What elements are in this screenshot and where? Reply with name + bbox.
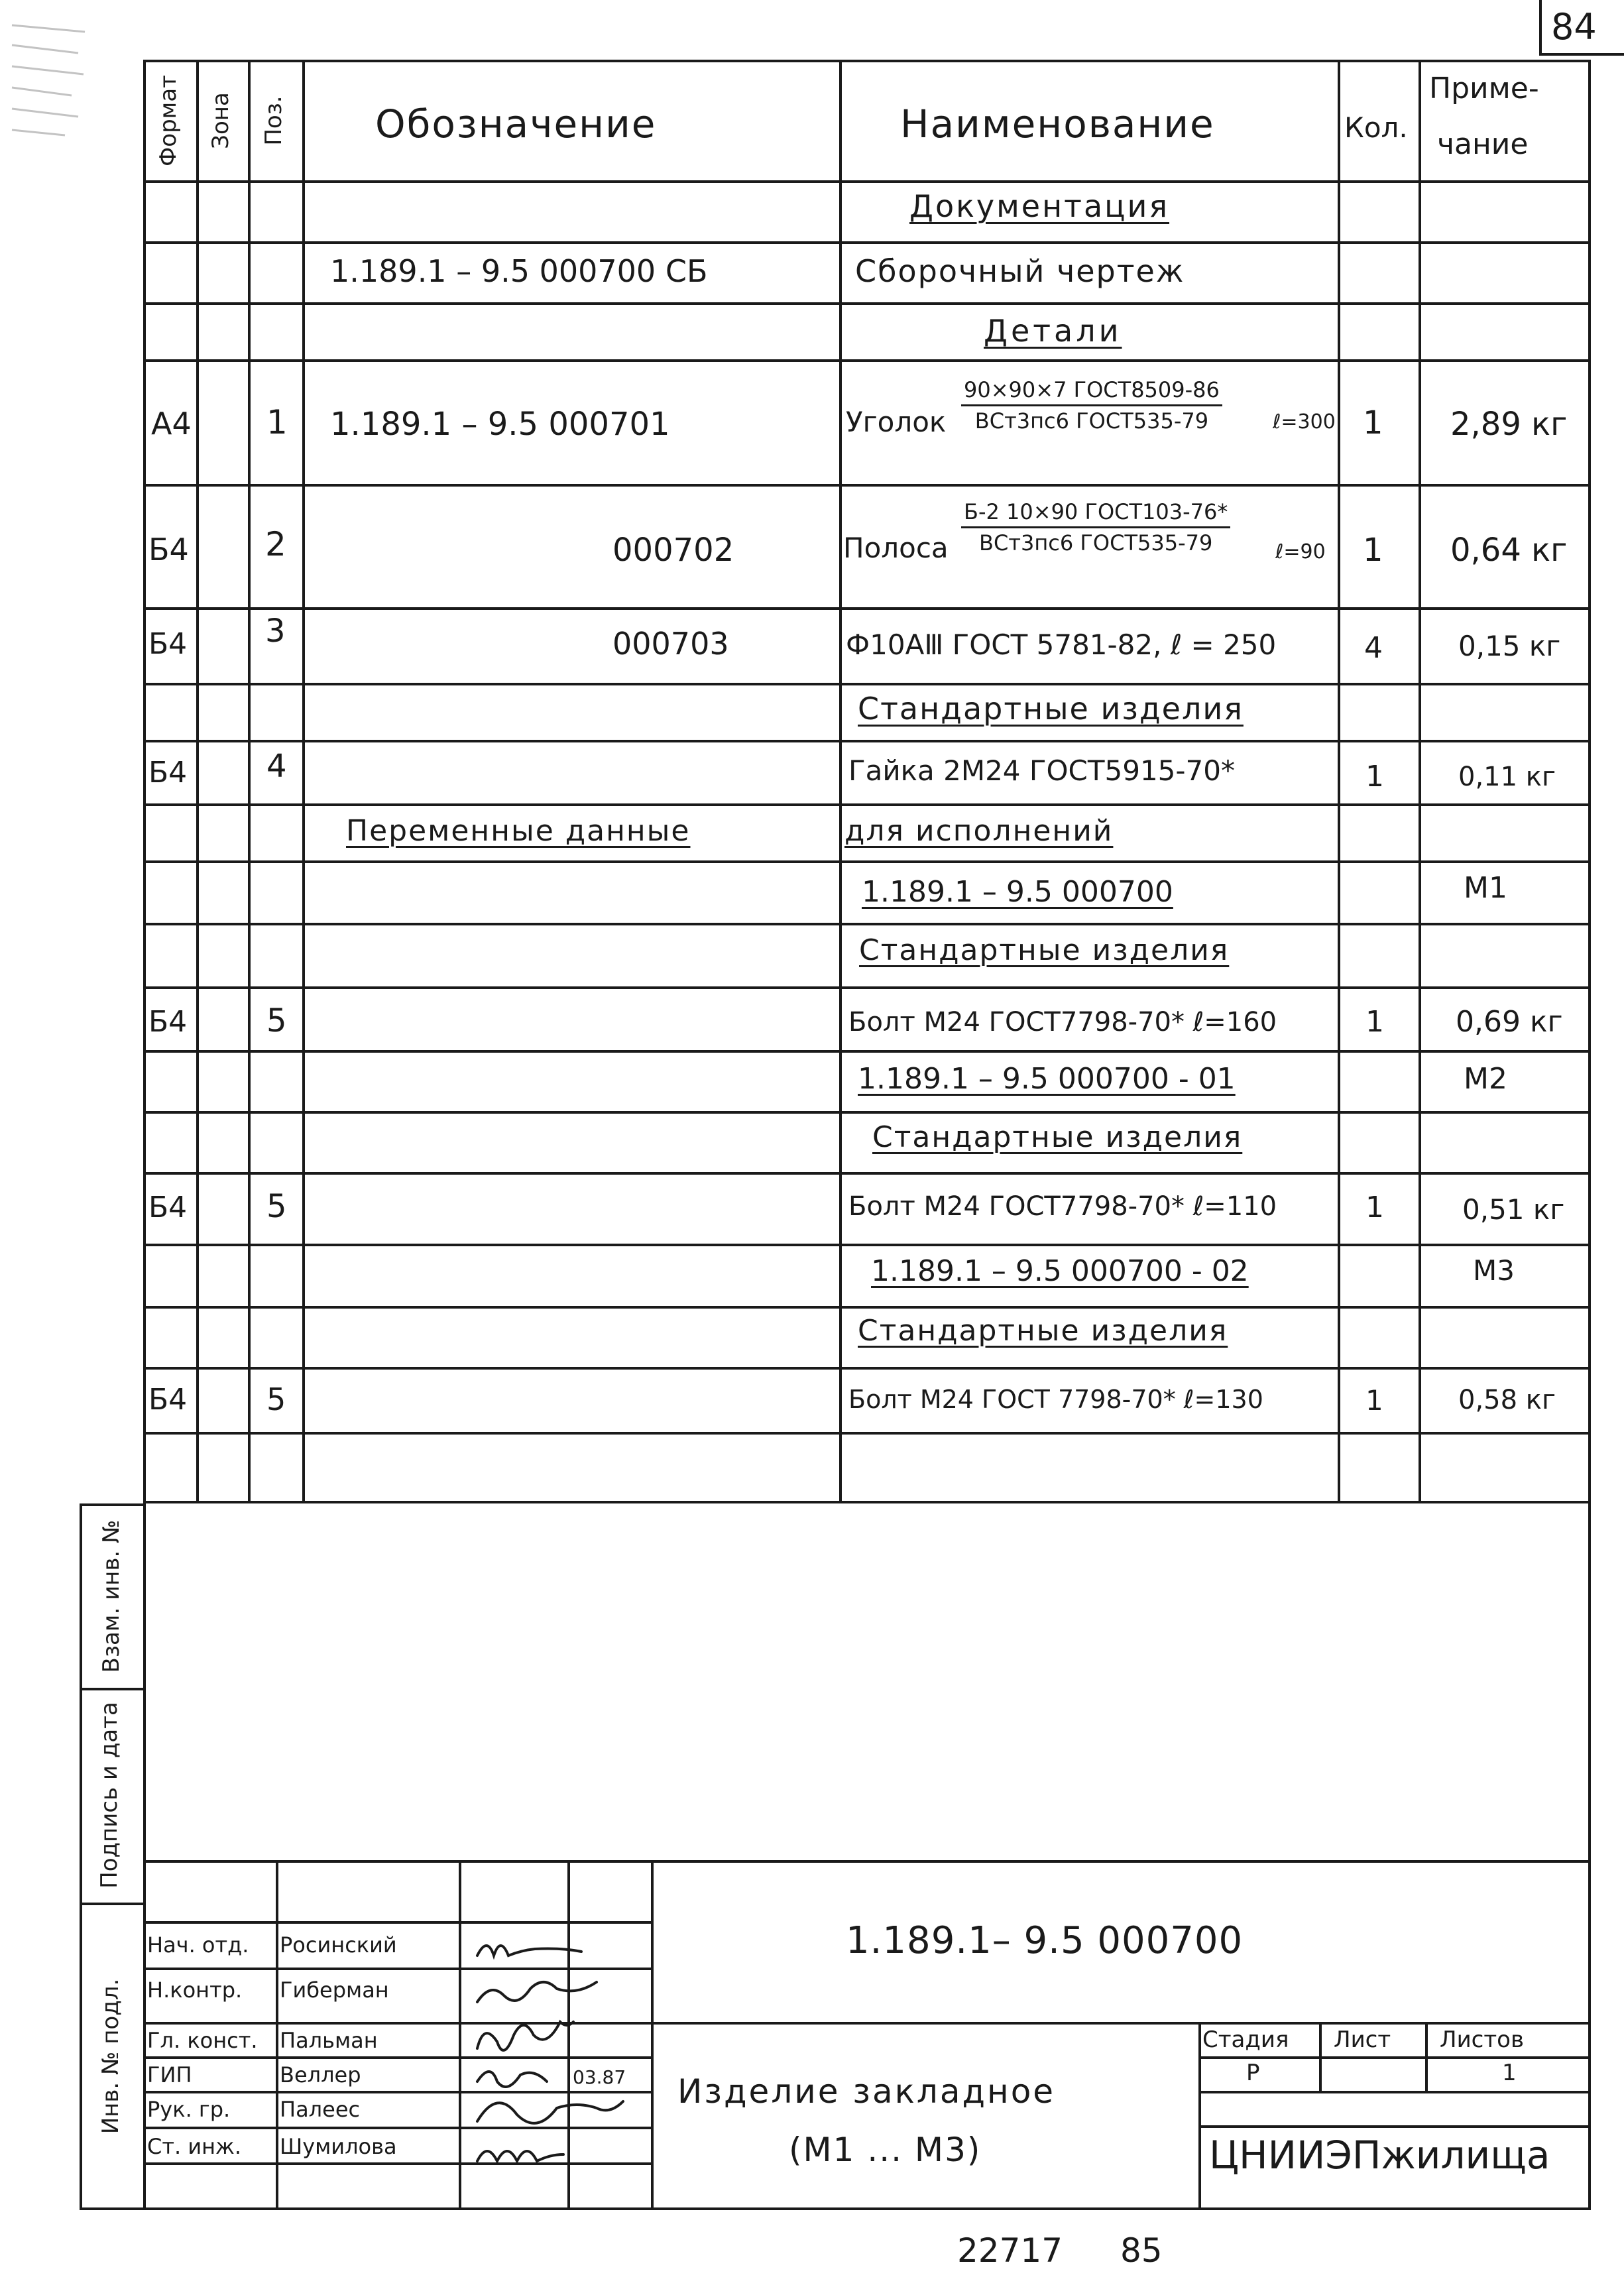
bottom-number-right: 85 <box>1120 2231 1163 2270</box>
variant-mark: М1 <box>1464 871 1507 905</box>
table-row-pos: 5 <box>266 1002 287 1039</box>
table-row-note: 0,11 кг <box>1458 762 1556 792</box>
table-row-format: Б4 <box>148 1383 188 1417</box>
table-row-designation: 000702 <box>612 532 734 569</box>
table-row-name-prefix: Полоса <box>843 532 949 564</box>
header-qty: Кол. <box>1344 111 1408 144</box>
signature-role: Нач. отд. <box>147 1932 249 1958</box>
table-row-name-suffix: ℓ=90 <box>1275 540 1326 563</box>
table-row-pos: 5 <box>266 1188 287 1225</box>
table-row-note: 0,58 кг <box>1458 1385 1556 1415</box>
signature-name: Пальман <box>280 2028 378 2053</box>
table-row-format: Б4 <box>148 756 188 790</box>
header-name: Наименование <box>900 101 1215 147</box>
organization: ЦНИИЭПжилища <box>1209 2133 1550 2178</box>
bottom-number-left: 22717 <box>957 2231 1063 2270</box>
table-row-pos: 5 <box>266 1382 286 1417</box>
signature-role: Н.контр. <box>147 1977 243 2003</box>
document-code: 1.189.1– 9.5 000700 <box>846 1919 1244 1962</box>
header-format: Формат <box>155 75 182 166</box>
fraction-denominator: ВСт3пс6 ГОСТ535-79 <box>974 408 1209 434</box>
table-row-name: Болт М24 ГОСТ 7798-70* ℓ=130 <box>848 1385 1263 1414</box>
signature-role: Ст. инж. <box>147 2134 242 2159</box>
signature-role: Рук. гр. <box>147 2097 231 2122</box>
sheets-value: 1 <box>1502 2060 1517 2086</box>
table-row-note: 0,69 кг <box>1456 1005 1563 1039</box>
table-row-name-fraction <box>961 379 1222 432</box>
table-row-qty: 1 <box>1365 1005 1384 1039</box>
table-row-qty: 1 <box>1363 404 1383 441</box>
table-row-pos: 2 <box>265 525 286 563</box>
margin-inv-orig: Инв. № подл. <box>97 1978 124 2135</box>
variant-code: 1.189.1 – 9.5 000700 <box>862 875 1173 909</box>
table-row-designation: 1.189.1 – 9.5 000700 СБ <box>330 253 708 289</box>
section-standard-items: Стандартные изделия <box>872 1120 1243 1154</box>
table-row-name-prefix: Уголок <box>846 406 947 438</box>
handwritten-signatures <box>457 1922 656 2174</box>
table-row-qty: 1 <box>1363 532 1383 569</box>
table-row-note: 0,64 кг <box>1450 532 1568 569</box>
table-row-pos: 3 <box>265 613 286 650</box>
section-details: Детали <box>984 313 1122 349</box>
fraction-numerator: Б-2 10×90 ГОСТ103-76* <box>961 501 1230 528</box>
section-standard-items: Стандартные изделия <box>858 691 1244 727</box>
library-stamp-seal <box>5 5 98 145</box>
stage-label: Стадия <box>1202 2027 1289 2053</box>
product-name-line2: (М1 ... М3) <box>789 2131 982 2169</box>
header-designation: Обозначение <box>375 101 657 147</box>
variable-data-label: Переменные данные <box>346 814 691 848</box>
table-row-note: 2,89 кг <box>1450 406 1568 443</box>
table-row-format: Б4 <box>148 627 188 661</box>
table-row-qty: 1 <box>1365 1384 1383 1417</box>
table-row-pos: 1 <box>266 403 288 441</box>
table-row-pos: 4 <box>266 748 287 785</box>
variant-code: 1.189.1 – 9.5 000700 - 02 <box>871 1254 1249 1288</box>
table-row-format: Б4 <box>148 1191 188 1224</box>
table-row-name-fraction <box>961 501 1230 554</box>
sheet-number: 84 <box>1551 6 1597 48</box>
table-row-qty: 4 <box>1364 631 1383 665</box>
section-standard-items: Стандартные изделия <box>858 1314 1228 1348</box>
variable-data-label-cont: для исполнений <box>844 814 1114 848</box>
signature-name: Росинский <box>280 1932 397 1958</box>
margin-replaced-inv: Взам. инв. № <box>98 1519 125 1673</box>
signature-name: Веллер <box>280 2062 361 2087</box>
stage-value: Р <box>1246 2060 1260 2086</box>
variant-mark: М3 <box>1473 1254 1515 1287</box>
table-row-name: Болт М24 ГОСТ7798-70* ℓ=110 <box>848 1191 1277 1222</box>
signature-name: Гиберман <box>280 1977 389 2003</box>
fraction-denominator: ВСт3пс6 ГОСТ535-79 <box>979 530 1213 556</box>
table-row-designation: 000703 <box>612 626 729 662</box>
table-row-name: Ф10АⅢ ГОСТ 5781-82, ℓ = 250 <box>846 628 1277 661</box>
signature-name: Шумилова <box>280 2134 397 2159</box>
margin-sign-date: Подпись и дата <box>96 1702 123 1889</box>
table-row-name-suffix: ℓ=300 <box>1273 410 1336 434</box>
header-pos: Поз. <box>261 95 287 146</box>
signature-role: Гл. конст. <box>147 2028 258 2053</box>
variant-code: 1.189.1 – 9.5 000700 - 01 <box>858 1062 1236 1096</box>
signature-name: Палеес <box>280 2097 361 2122</box>
product-name-line1: Изделие закладное <box>677 2072 1056 2111</box>
section-standard-items: Стандартные изделия <box>859 933 1230 967</box>
fraction-numerator: 90×90×7 ГОСТ8509-86 <box>961 379 1222 406</box>
table-row-format: Б4 <box>148 532 189 567</box>
signature-date: 03.87 <box>573 2066 626 2088</box>
table-row-qty: 1 <box>1365 1191 1384 1224</box>
table-row-qty: 1 <box>1365 760 1384 794</box>
sheet-label: Лист <box>1334 2027 1391 2053</box>
header-note-line1: Приме- <box>1429 72 1539 105</box>
header-note-line2: чание <box>1437 127 1529 161</box>
table-row-format: А4 <box>151 406 192 441</box>
table-row-format: Б4 <box>148 1005 188 1039</box>
table-row-name: Болт М24 ГОСТ7798-70* ℓ=160 <box>848 1007 1277 1037</box>
table-row-note: 0,15 кг <box>1458 630 1561 662</box>
section-documentation: Документация <box>909 188 1170 224</box>
signature-role: ГИП <box>147 2062 192 2087</box>
sheets-label: Листов <box>1440 2027 1525 2053</box>
table-row-name: Гайка 2М24 ГОСТ5915-70* <box>848 754 1235 787</box>
table-row-name: Сборочный чертеж <box>855 253 1185 289</box>
header-zone: Зона <box>207 92 234 149</box>
table-row-note: 0,51 кг <box>1462 1193 1565 1226</box>
variant-mark: М2 <box>1464 1062 1507 1096</box>
table-row-designation: 1.189.1 – 9.5 000701 <box>330 406 670 443</box>
